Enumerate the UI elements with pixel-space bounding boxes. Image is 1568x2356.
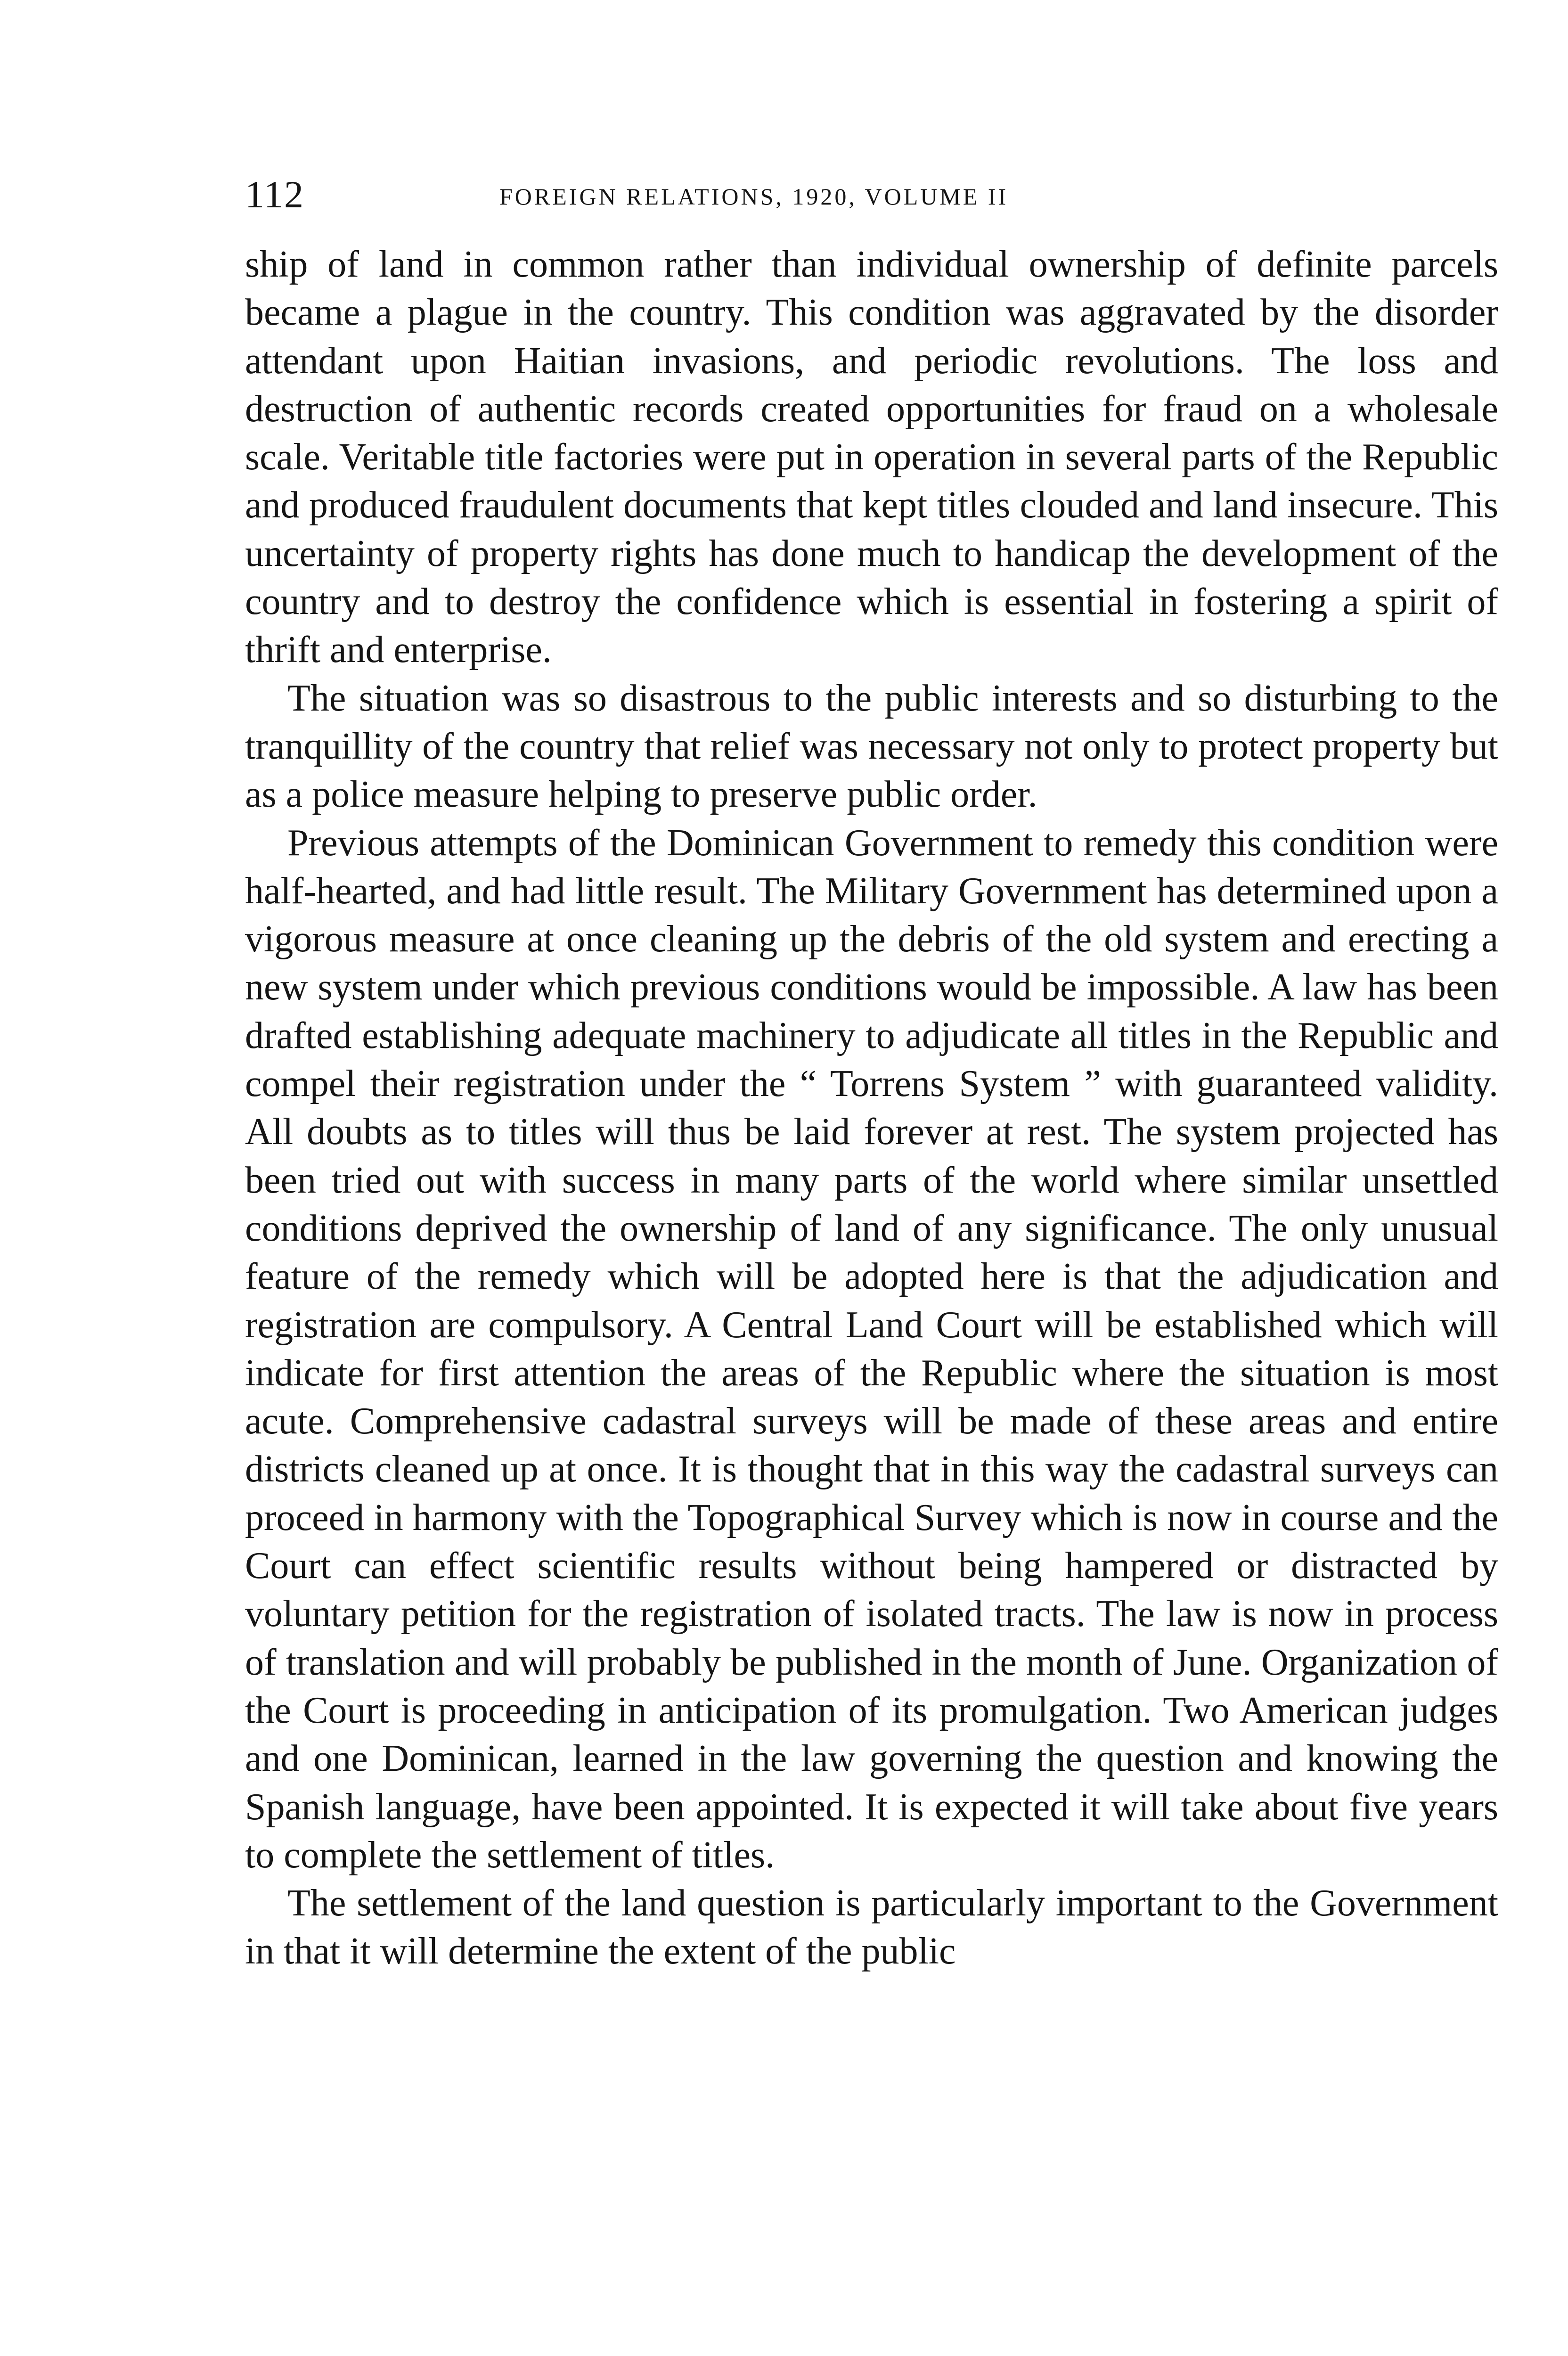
paragraph-situation: The situation was so disastrous to the public interests and so disturbing to the tranquillity of the country that relief was necessary not only to protect property but as a police measure helping to preserve public order. [245, 677, 1498, 816]
page-number: 112 [245, 173, 304, 216]
paragraph-continued: ship of land in common rather than individual ownership of definite parcels became a plague in the country. This condition was aggravated by the disorder attendant upon Haitian invasions, and periodic revolutions. The loss and destruction of authentic records created opportunities for fraud on a wholesale scale. Veritable title factories were put in operation in several parts of the Republic and produced fraudulent documents that kept titles clouded and land insecure. This uncertainty of property rights has done much to handicap the development of the country and to destroy the confidence which is essential in fostering a spirit of thrift and enterprise. [245, 244, 1498, 671]
page-header [245, 169, 1498, 221]
paragraph-previous-attempts: Previous attempts of the Dominican Government to remedy this condition were half-hearted, and had little result. The Military Government has determined upon a vigorous measure at once cleaning up the debris of the old system and erecting a new system under which previous conditions would be impossible. A law has been drafted establishing adequate machinery to adjudicate all titles in the Republic and compel their registration under the “ Torrens System ” with guaranteed validity. All doubts as to titles will thus be laid forever at rest. The system projected has been tried out with success in many parts of the world where similar unsettled conditions deprived the ownership of land of any significance. The only unusual feature of the remedy which will be adopted here is that the adjudication and registration are compulsory. A Central Land Court will be established which will indicate for first attention the areas of the Republic where the situation is most acute. Comprehensive cadastral surveys will be made of these areas and entire districts cleaned up at once. It is thought that in this way the cadastral surveys can proceed in harmony with the Topographical Survey which is now in course and the Court can effect scientific results without being hampered or distracted by voluntary petition for the registration of isolated tracts. The law is now in process of translation and will probably be published in the month of June. Organization of the Court is proceeding in anticipation of its promulgation. Two American judges and one Dominican, learned in the law governing the question and knowing the Spanish language, have been appointed. It is expected it will take about five years to complete the settlement of titles. [245, 822, 1498, 1876]
paragraph-land-settlement: The settlement of the land question is particularly important to the Government in that it will determine the extent of the public [245, 1882, 1498, 1972]
page-body [245, 240, 1498, 1976]
running-head: FOREIGN RELATIONS, 1920, VOLUME II [499, 183, 1009, 210]
